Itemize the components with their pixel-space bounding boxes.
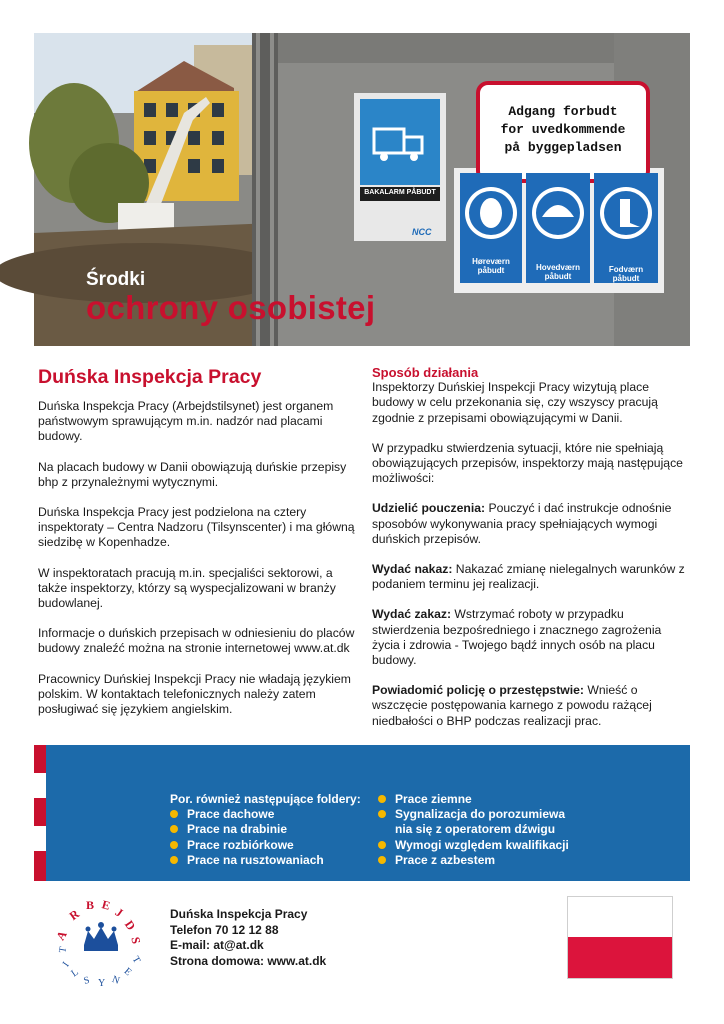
related-folders-band <box>46 745 690 881</box>
bullet-icon <box>170 856 178 864</box>
bullet-icon <box>170 825 178 833</box>
list-item: Prace na rusztowaniach <box>170 853 361 868</box>
bullet-icon <box>170 810 178 818</box>
svg-text:D: D <box>121 917 139 933</box>
paragraph: Duńska Inspekcja Pracy jest podzielona na cztery inspektoraty – Centra Nadzoru (Tilsynscenter) i ma główną siedzibę w Kopenhadze. <box>38 505 355 550</box>
hero-title: ochrony osobistej <box>86 289 376 326</box>
hero-subtitle: Środki <box>86 269 146 290</box>
svg-text:L: L <box>69 966 81 980</box>
arbejdstilsynet-logo <box>53 895 146 989</box>
ppe-head-label: Hovedværn påbudt <box>535 263 580 281</box>
paragraph: Pracownicy Duńskiej Inspekcji Pracy nie władają językiem polskim. W kontaktach telefonicznych należy zatem posługiwać się językiem angielskim. <box>38 671 351 717</box>
list-item: Prace z azbestem <box>378 853 578 868</box>
sign-line: på byggepladsen <box>504 140 622 155</box>
contact-website[interactable]: Strona domowa: www.at.dk <box>170 953 327 968</box>
hero-photo <box>34 33 690 346</box>
action-label: Wydać zakaz: <box>372 607 452 622</box>
folders-list-left <box>170 792 361 868</box>
svg-text:B: B <box>86 898 95 912</box>
list-item: Prace ziemne <box>378 792 578 807</box>
flag-stripe-red <box>34 745 46 773</box>
list-item: Prace rozbiórkowe <box>170 838 361 853</box>
polish-flag-icon <box>567 896 673 979</box>
svg-text:R: R <box>66 906 82 924</box>
action-text: Wstrzymać roboty w przypadku stwierdzenia bezpośredniego i znacznego zagrożenia życia i zdrowia - Twojego bądź innych osób na placu budowy. <box>372 607 662 668</box>
svg-text:E: E <box>100 897 112 913</box>
flag-red-half <box>568 937 672 978</box>
folders-intro: Por. również następujące foldery: <box>170 792 361 806</box>
svg-text:S: S <box>82 974 91 987</box>
action-item <box>372 562 690 592</box>
list-item: Wymogi względem kwalifikacji <box>378 838 578 853</box>
bullet-icon <box>378 795 386 803</box>
right-column <box>372 365 690 744</box>
svg-text:T: T <box>129 954 143 966</box>
svg-text:S: S <box>128 935 144 945</box>
action-label: Powiadomić policję o przestępstwie: <box>372 683 584 698</box>
svg-text:J: J <box>112 904 126 920</box>
bullet-icon <box>378 856 386 864</box>
ppe-foot-label: Fodværn påbudt <box>608 265 644 283</box>
svg-text:T: T <box>57 945 70 954</box>
left-heading: Duńska Inspekcja Pracy <box>38 366 262 388</box>
paragraph: Na placach budowy w Danii obowiązują duńskie przepisy bhp z przynależnymi wytycznymi. <box>38 459 347 489</box>
flag-white-half <box>568 897 672 937</box>
action-text: Wnieść o wszczęcie postępowania karnego z powodu rażącej niedbałości o BHP podczas realizacji prac. <box>372 683 652 728</box>
contact-block <box>170 907 326 969</box>
main-warning-sign-text <box>488 103 638 157</box>
action-item <box>372 501 690 547</box>
paragraph: Duńska Inspekcja Pracy (Arbejdstilsynet) jest organem państwowym sprawującym m.in. nadzór nad placami budowy. <box>38 399 334 444</box>
left-column <box>38 365 358 732</box>
svg-text:A: A <box>53 928 70 943</box>
ppe-hearing-label: Høreværn påbudt <box>472 257 510 275</box>
action-item <box>372 607 690 668</box>
contact-name: Duńska Inspekcja Pracy <box>170 907 308 921</box>
truck-sign-brand: NCC <box>412 227 432 237</box>
paragraph: Inspektorzy Duńskiej Inspekcji Pracy wizytują place budowy w celu przekonania się, czy wszyscy pracują zgodnie z przepisami obowiązującymi w Danii. <box>372 380 658 425</box>
truck-sign-label: BAKALARM PÅBUDT <box>364 189 436 196</box>
paragraph: W przypadku stwierdzenia sytuacji, które nie spełniają obowiązujących przepisów, inspektorzy mają następujące możliwości: <box>372 440 683 486</box>
folders-list-right <box>378 792 578 868</box>
bullet-icon <box>378 841 386 849</box>
contact-email[interactable]: E-mail: at@at.dk <box>170 938 264 952</box>
svg-text:N: N <box>110 973 122 987</box>
sign-line: for uvedkommende <box>500 122 626 137</box>
action-label: Wydać nakaz: <box>372 562 453 577</box>
action-text: Pouczyć i dać instrukcje odnośnie sposobów wykonywania pracy spełniających wymogi duńskich przepisów. <box>372 501 672 546</box>
contact-phone[interactable]: Telefon 70 12 12 88 <box>170 922 279 937</box>
svg-text:I: I <box>60 960 72 970</box>
crown-logo-icon <box>53 895 146 989</box>
bullet-icon <box>170 841 178 849</box>
svg-text:E: E <box>121 965 134 979</box>
action-item <box>372 683 690 729</box>
list-item: Sygnalizacja do porozumiewa nia się z operatorem dźwigu <box>378 807 578 837</box>
flag-stripe-red <box>34 851 46 881</box>
paragraph: W inspektoratach pracują m.in. specjaliści sektorowi, a także inspektorzy, którzy są wyspecjalizowani w branży budowlanej. <box>38 565 336 611</box>
bullet-icon <box>378 810 386 818</box>
right-heading: Sposób działania <box>372 365 479 380</box>
flag-stripe-red <box>34 798 46 826</box>
sign-line: Adgang forbudt <box>508 104 618 119</box>
list-item: Prace na drabinie <box>170 822 361 837</box>
action-label: Udzielić pouczenia: <box>372 501 486 516</box>
paragraph: Informacje o duńskich przepisach w odniesieniu do placów budowy znaleźć można na stronie internetowej www.at.dk <box>38 626 355 656</box>
svg-text:Y: Y <box>98 978 106 989</box>
list-item: Prace dachowe <box>170 807 361 822</box>
action-text: Nakazać zmianę nielegalnych warunków z podaniem terminu jej realizacji. <box>372 562 685 592</box>
